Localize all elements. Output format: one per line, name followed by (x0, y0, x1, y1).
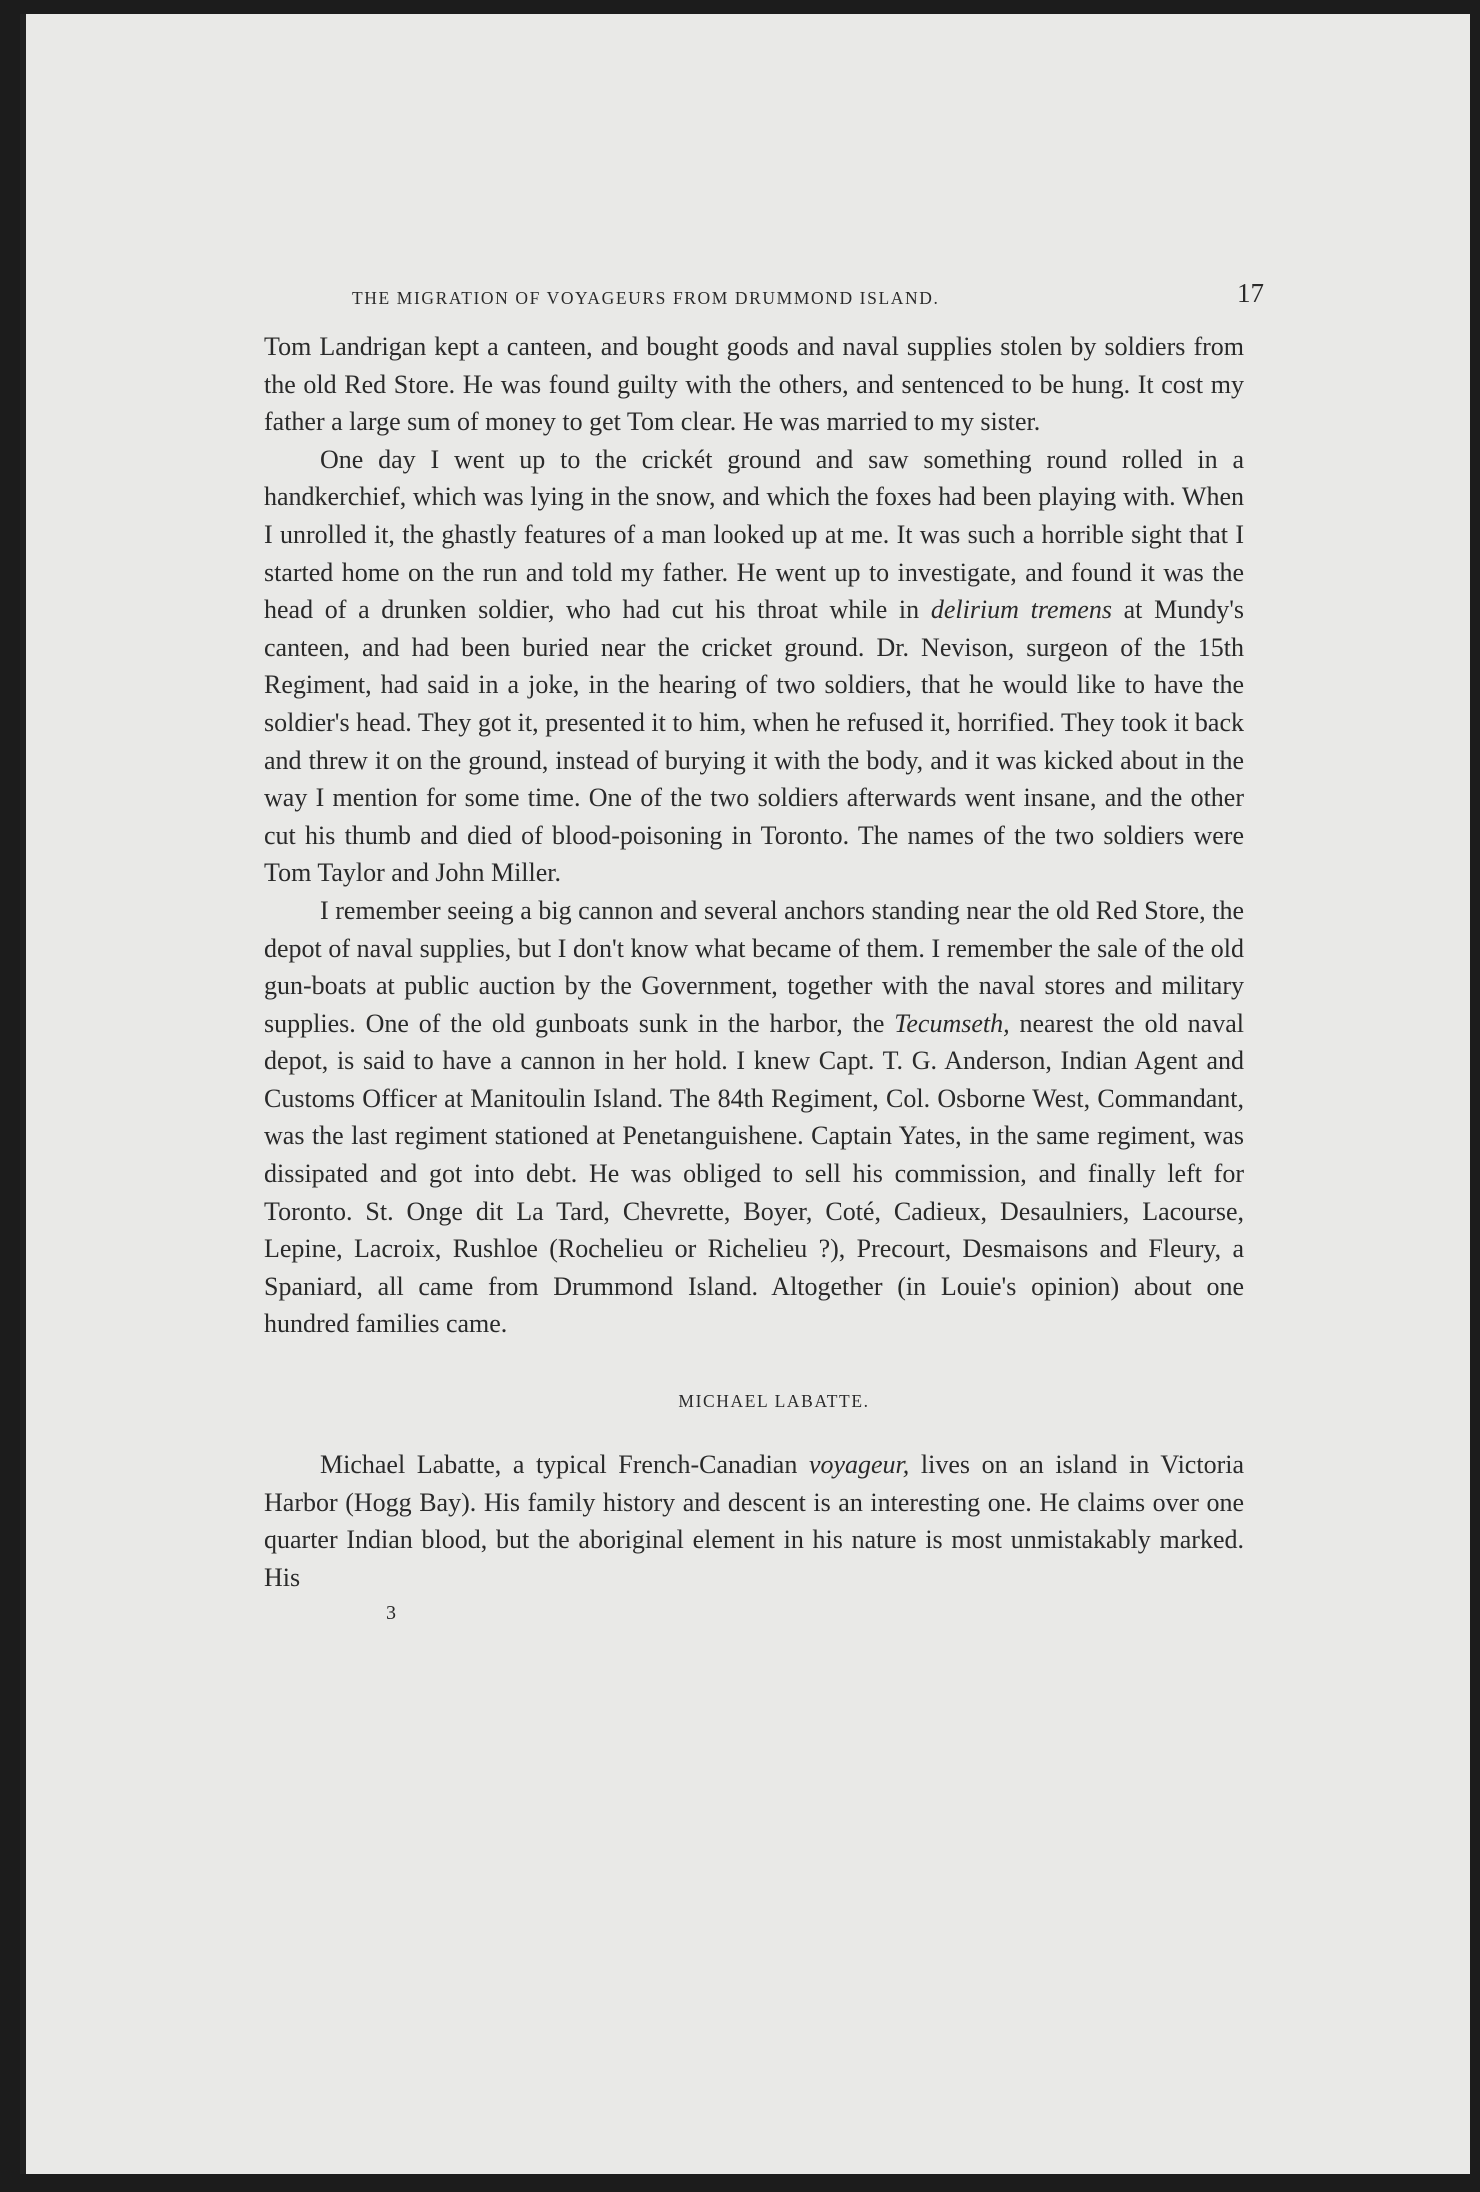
running-title: THE MIGRATION OF VOYAGEURS FROM DRUMMOND ISLAND. (352, 288, 940, 308)
paragraph-2-text-b: at Mundy's canteen, and had been buried near the cricket ground. Dr. Nevison, surgeon of the 15th Regiment, had said in a joke, in the hearing of two soldiers, that he would like to have the soldier's head. They got it, presented it to him, when he refused it, horrified. They took it back and threw it on the ground, instead of burying it with the body, and it was kicked about in the way I mention for some time. One of the two soldiers afterwards went insane, and the other cut his thumb and died of blood-poisoning in Toronto. The names of the two soldiers were Tom Taylor and John Miller. (264, 595, 1244, 888)
paragraph-1: Tom Landrigan kept a canteen, and bought goods and naval supplies stolen by soldiers from the old Red Store. He was found guilty with the others, and sentenced to be hung. It cost my father a large sum of money to get Tom clear. He was married to my sister. (264, 332, 1244, 437)
paragraph-4-italic: voyageur, (808, 1450, 910, 1480)
page-content (264, 272, 1264, 1625)
paragraph-4-text-b: lives on an island in Victoria Harbor (Hogg Bay). His family history and descent is an interesting one. He claims over one quarter Indian blood, but the aboriginal element in his nature is most unmistakably marked. His (264, 1450, 1244, 1592)
signature-mark: 3 (386, 1602, 396, 1625)
paragraph-4-text-a: Michael Labatte, a typical French-Canadian (320, 1450, 809, 1480)
book-page (20, 14, 1470, 2174)
paragraph-2-text-a: One day I went up to the crickét ground and saw something round rolled in a handkerchief, which was lying in the snow, and which the foxes had been playing with. When I unrolled it, the ghastly features of a man looked up at me. It was such a horrible sight that I started home on the run and told my father. He went up to investigate, and found it was the head of a drunken soldier, who had cut his throat while in (264, 444, 1244, 625)
paragraph-3-text-a: I remember seeing a big cannon and several anchors standing near the old Red Store, the depot of naval supplies, but I don't know what became of them. I remember the sale of the old gun-boats at public auction by the Government, together with the naval stores and military supplies. One of the old gunboats sunk in the harbor, the (264, 895, 1244, 1038)
running-head (264, 272, 1264, 322)
page-number: 17 (1237, 278, 1264, 308)
paragraph-4 (264, 1446, 1244, 1596)
paragraph-3 (264, 892, 1244, 1343)
paragraph-3-italic: Tecumseth, (894, 1008, 1010, 1038)
paragraph-2 (264, 441, 1244, 892)
paragraph-3-text-b: nearest the old naval depot, is said to have a cannon in her hold. I knew Capt. T. G. Anderson, Indian Agent and Customs Officer at Manitoulin Island. The 84th Regiment, Col. Osborne West, Commandant, was the last regiment stationed at Penetanguishene. Captain Yates, in the same regiment, was dissipated and got into debt. He was obliged to sell his commission, and finally left for Toronto. St. Onge dit La Tard, Chevrette, Boyer, Coté, Cadieux, Desaulniers, Lacourse, Lepine, Lacroix, Rushloe (Rochelieu or Richelieu ?), Precourt, Desmaisons and Fleury, a Spaniard, all came from Drummond Island. Altogether (in Louie's opinion) about one hundred families came. (264, 1008, 1244, 1339)
section-heading: MICHAEL LABATTE. (678, 1391, 870, 1412)
paragraph-2-italic: delirium tremens (930, 595, 1112, 625)
